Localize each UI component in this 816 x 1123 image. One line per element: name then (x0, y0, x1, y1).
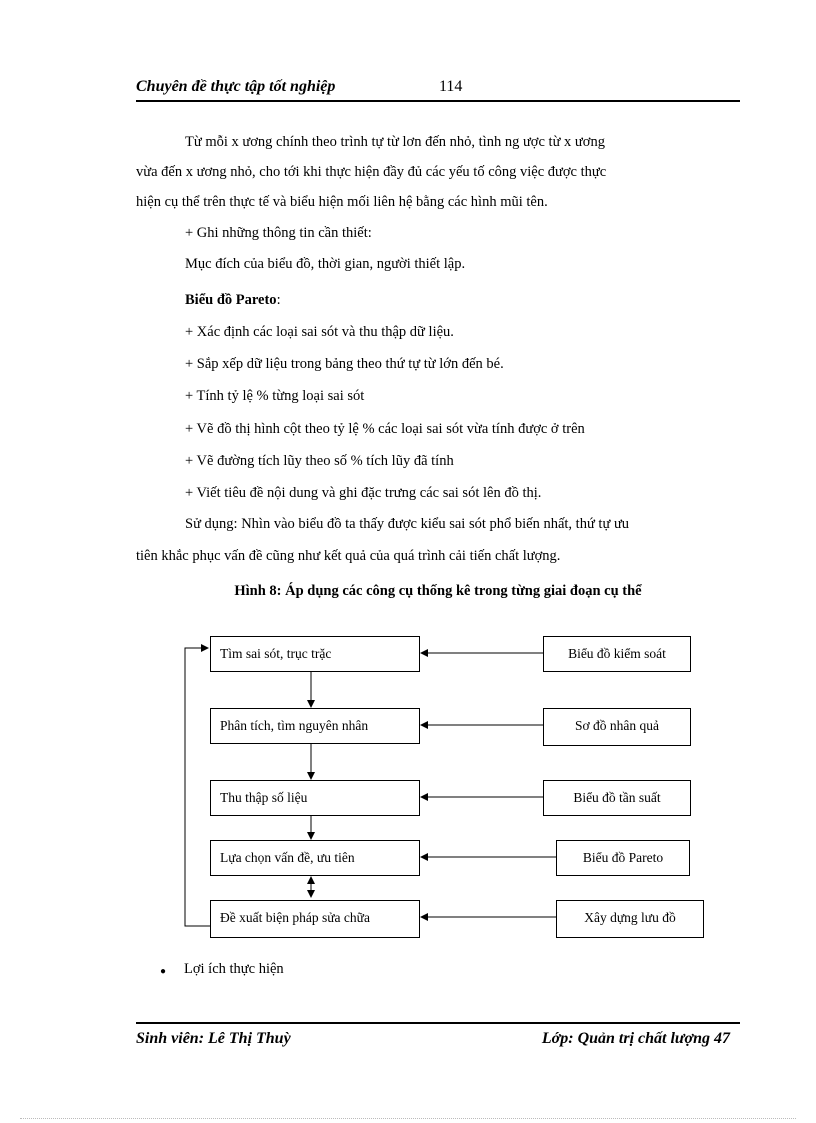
info-text: Mục đích của biểu đồ, thời gian, người thiết lập. (185, 256, 466, 272)
usage-line1: Sử dụng: Nhìn vào biểu đồ ta thấy được kiểu sai sót phổ biến nhất, thứ tự ưu (185, 516, 630, 532)
header-title: Chuyên đề thực tập tốt nghiệp (136, 78, 336, 95)
footer-class: Lớp: Quản trị chất lượng 47 (541, 1030, 730, 1047)
feedback-loop-arrow (185, 648, 210, 926)
step-box-2: Phân tích, tìm nguyên nhân (210, 708, 420, 744)
tool-box-cause-effect: Sơ đồ nhân quả (543, 708, 691, 746)
tool-box-control-chart: Biểu đồ kiểm soát (543, 636, 691, 672)
tool-box-pareto: Biểu đồ Pareto (556, 840, 690, 876)
pareto-colon: : (276, 292, 281, 308)
page-number: 114 (439, 78, 463, 95)
step-box-1: Tìm sai sót, trục trặc (210, 636, 420, 672)
page-footer (136, 1022, 740, 1047)
bullet-icon: ● (160, 966, 167, 977)
pareto-step-2: + Sắp xếp dữ liệu trong bảng theo thứ tự từ lớn đến bé. (185, 356, 504, 372)
footer-student: Sinh viên: Lê Thị Thuỳ (136, 1030, 291, 1047)
step-box-3: Thu thập số liệu (210, 780, 420, 816)
para1-line1: Từ mỗi x ương chính theo trình tự từ lơn đến nhỏ, tình ng ược từ x ương (185, 134, 605, 150)
para1-line3: hiện cụ thể trên thực tế và biểu hiện mối liên hệ bằng các hình mũi tên. (136, 194, 548, 210)
page-edge-divider (20, 1118, 796, 1119)
usage-line2: tiên khắc phục vấn đề cũng như kết quả của quá trình cải tiến chất lượng. (136, 548, 561, 564)
figure-caption: Hình 8: Áp dụng các công cụ thống kê trong từng giai đoạn cụ thể (234, 583, 642, 599)
tool-box-flowchart: Xây dựng lưu đồ (556, 900, 704, 938)
pareto-step-1: + Xác định các loại sai sót và thu thập dữ liệu. (185, 324, 454, 340)
step-box-4: Lựa chọn vấn đề, ưu tiên (210, 840, 420, 876)
bullet-item: Lợi ích thực hiện (184, 961, 284, 977)
pareto-step-4: + Vẽ đồ thị hình cột theo tỷ lệ % các loại sai sót vừa tính được ở trên (185, 421, 585, 437)
step-box-5: Đề xuất biện pháp sửa chữa (210, 900, 420, 938)
para1-line2: vừa đến x ương nhỏ, cho tới khi thực hiện đầy đủ các yếu tố công việc được thực (136, 164, 607, 180)
tool-box-histogram: Biểu đồ tần suất (543, 780, 691, 816)
pareto-step-6: + Viết tiêu đề nội dung và ghi đặc trưng các sai sót lên đồ thị. (185, 485, 542, 501)
pareto-step-5: + Vẽ đường tích lũy theo số % tích lũy đã tính (185, 453, 454, 469)
pareto-step-3: + Tính tỷ lệ % từng loại sai sót (185, 388, 365, 404)
info-label: + Ghi những thông tin cần thiết: (185, 225, 372, 241)
pareto-heading: Biểu đồ Pareto (185, 292, 277, 308)
